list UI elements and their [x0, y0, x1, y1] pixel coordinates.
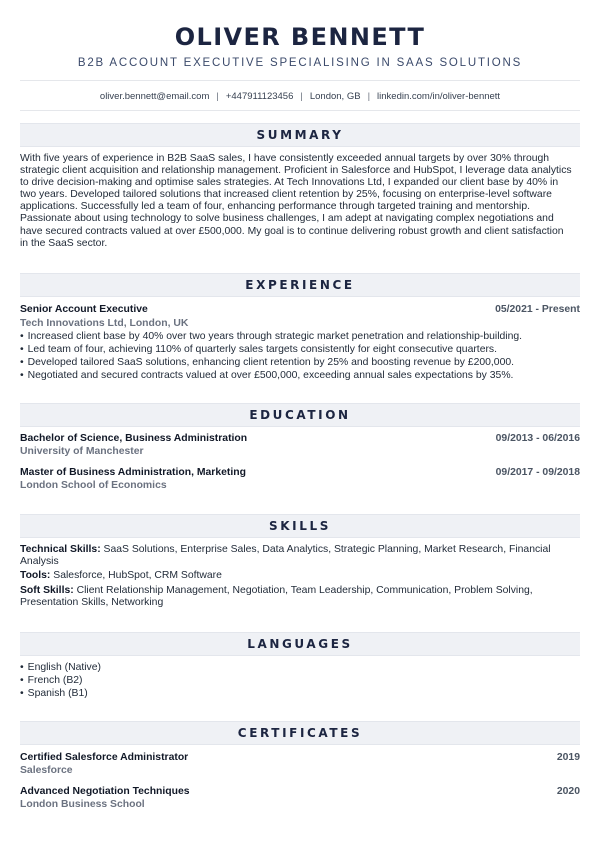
- technical-skills: [20, 544, 580, 569]
- certificate-issuer: Salesforce: [20, 765, 73, 776]
- summary-line: strategic client acquisition and relationship management. Proficient in Salesforce and HubSpot, I leverage data analytics: [20, 165, 572, 177]
- degree-dates: 09/2017 - 09/2018: [495, 467, 580, 478]
- degree-title: Bachelor of Science, Business Administration: [20, 433, 248, 444]
- summary-line: With five years of experience in B2B SaaS sales, I have consistently exceeded annual targets by over 30% through: [20, 153, 550, 164]
- job-dates: 05/2021 - Present: [495, 304, 580, 315]
- certificate-year: 2019: [556, 752, 580, 763]
- section-header-skills: SKILLS: [20, 514, 580, 538]
- summary-line: two years. Developed tailored solutions that increased client retention by 25%, focusing on enterprise-level software: [20, 189, 552, 201]
- list-item: • Negotiated and secured contracts valued at over £500,000, exceeding annual sales expectations by 35%.: [20, 369, 580, 382]
- list-item: • French (B2): [20, 674, 580, 687]
- job-title: Senior Account Executive: [20, 304, 148, 315]
- soft-skills: [20, 585, 580, 610]
- certificate-entry: [20, 786, 580, 797]
- list-item: • English (Native): [20, 661, 580, 674]
- candidate-name: OLIVER BENNETT: [174, 23, 426, 51]
- contact-separator: |: [216, 91, 219, 102]
- summary-line: have secured contracts valued at over £500,000. My goal is to continue delivering robust growth and client satisfaction: [20, 225, 564, 237]
- skill-values: Client Relationship Management, Negotiation, Team Leadership, Communication, Problem Solving,: [73, 585, 533, 596]
- contact-phone: +447911123456: [225, 91, 294, 102]
- contact-top-rule: [20, 80, 580, 81]
- experience-entry: [20, 304, 580, 315]
- education-entry: [20, 433, 580, 444]
- summary-text: [20, 153, 582, 250]
- skill-label: Soft Skills:: [20, 585, 74, 596]
- list-item: • Increased client base by 40% over two years through strategic market penetration and relationship-building.: [20, 330, 580, 343]
- skill-values: Salesforce, HubSpot, CRM Software: [50, 570, 222, 581]
- contact-separator: |: [300, 91, 303, 102]
- certificate-name: Advanced Negotiation Techniques: [20, 786, 190, 797]
- languages-list: [20, 661, 580, 700]
- certificate-year: 2020: [556, 786, 580, 797]
- tools-skills: [20, 570, 580, 582]
- school-name: London School of Economics: [20, 480, 167, 491]
- summary-line: in the SaaS sector.: [20, 237, 108, 249]
- skill-values: SaaS Solutions, Enterprise Sales, Data Analytics, Strategic Planning, Market Research, Financial: [100, 544, 551, 555]
- section-header-summary: SUMMARY: [20, 123, 580, 147]
- education-entry: [20, 467, 580, 478]
- contact-line: [0, 91, 600, 102]
- contact-location: London, GB: [309, 91, 361, 102]
- list-item: • Developed tailored SaaS solutions, enhancing client retention by 25% and boosting revenue by £200,000.: [20, 356, 580, 369]
- certificate-entry: [20, 752, 580, 763]
- contact-linkedin: linkedin.com/in/oliver-bennett: [377, 91, 501, 102]
- contact-bottom-rule: [20, 110, 580, 111]
- school-name: University of Manchester: [20, 446, 144, 457]
- list-item: • Spanish (B1): [20, 687, 580, 700]
- contact-email: oliver.bennett@email.com: [99, 91, 210, 102]
- degree-dates: 09/2013 - 06/2016: [495, 433, 580, 444]
- section-header-certificates: CERTIFICATES: [20, 721, 580, 745]
- summary-line: Passionate about using technology to solve business challenges, I am adept at navigating complex negotiations and: [20, 213, 554, 225]
- degree-title: Master of Business Administration, Marketing: [20, 467, 246, 478]
- skill-values: Analysis: [20, 556, 59, 568]
- skill-label: Technical Skills:: [20, 544, 101, 555]
- skill-label: Tools:: [20, 570, 51, 581]
- list-item: • Led team of four, achieving 110% of quarterly sales targets consistently for eight consecutive quarters.: [20, 343, 580, 356]
- section-header-education: EDUCATION: [20, 403, 580, 427]
- certificate-issuer: London Business School: [20, 799, 145, 810]
- job-achievements: [20, 330, 580, 382]
- section-header-languages: LANGUAGES: [20, 632, 580, 656]
- contact-separator: |: [367, 91, 371, 102]
- skill-values: Presentation Skills, Networking: [20, 597, 164, 609]
- section-header-experience: EXPERIENCE: [20, 273, 580, 297]
- certificate-name: Certified Salesforce Administrator: [20, 752, 189, 763]
- job-company: Tech Innovations Ltd, London, UK: [20, 318, 189, 329]
- summary-line: applications. Successfully led a team of four, enhancing performance through targeted training and mentorship.: [20, 201, 531, 213]
- summary-line: to drive decision-making and optimise sales strategies. At Tech Innovations Ltd, I expanded our client base by 40% in: [20, 177, 559, 189]
- candidate-headline: B2B ACCOUNT EXECUTIVE SPECIALISING IN SAAS SOLUTIONS: [77, 57, 523, 69]
